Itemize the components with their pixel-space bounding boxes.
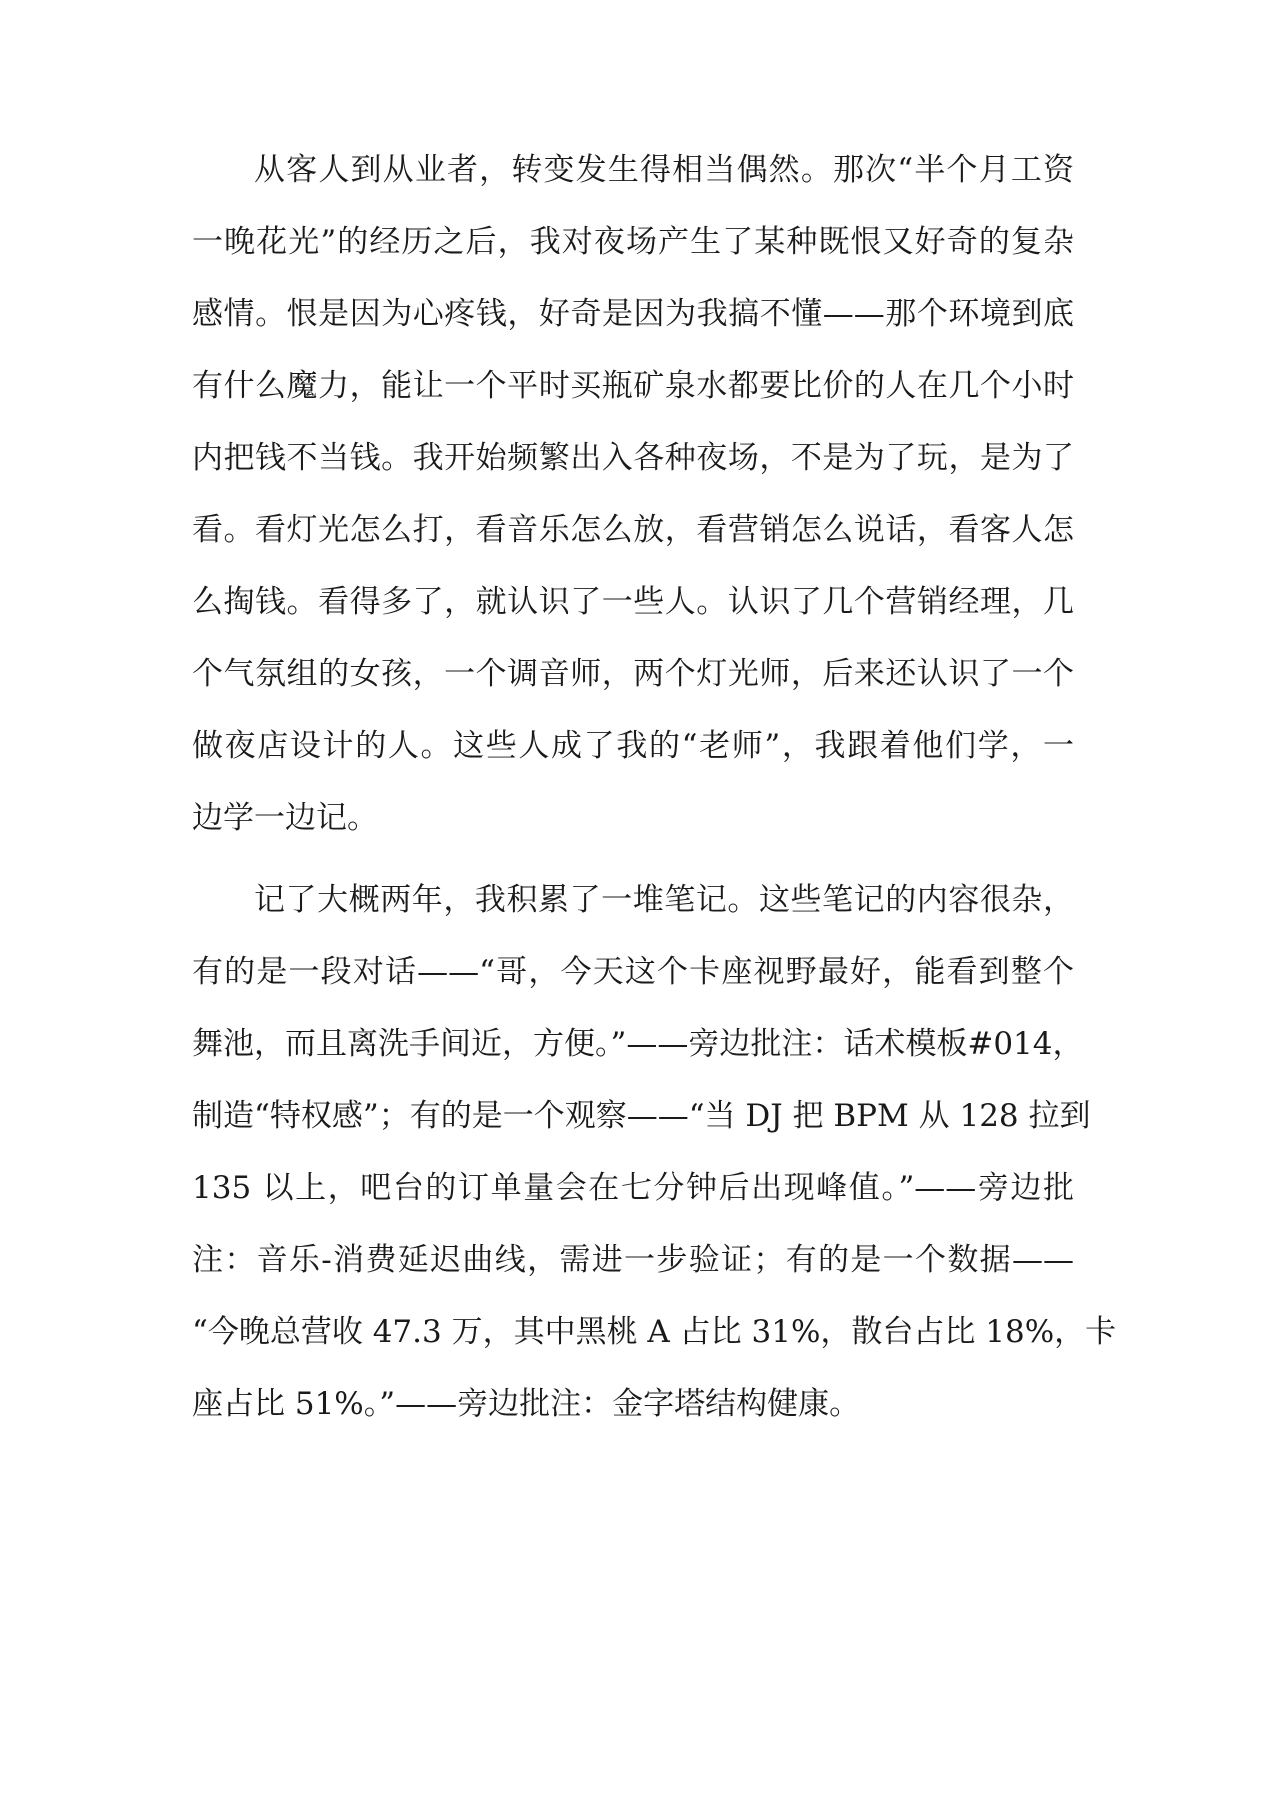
- paragraph-1-line-8: 个气氛组的女孩，一个调音师，两个灯光师，后来还认识了一个: [192, 656, 1074, 692]
- paragraph-2-line-1: 记了大概两年，我积累了一堆笔记。这些笔记的内容很杂，: [254, 882, 1074, 918]
- paragraph-1-line-7: 么掏钱。看得多了，就认识了一些人。认识了几个营销经理，几: [192, 584, 1074, 620]
- paragraph-2-line-2: 有的是一段对话——“哥，今天这个卡座视野最好，能看到整个: [192, 954, 1074, 990]
- paragraph-1-line-1: 从客人到从业者，转变发生得相当偶然。那次“半个月工资: [254, 152, 1074, 188]
- paragraph-1-line-5: 内把钱不当钱。我开始频繁出入各种夜场，不是为了玩，是为了: [192, 440, 1074, 476]
- paragraph-1-line-6: 看。看灯光怎么打，看音乐怎么放，看营销怎么说话，看客人怎: [192, 512, 1074, 548]
- paragraph-2-line-5: 135 以上，吧台的订单量会在七分钟后出现峰值。”——旁边批: [192, 1170, 1074, 1206]
- paragraph-1-line-10: 边学一边记。: [192, 800, 378, 836]
- paragraph-2-line-3: 舞池，而且离洗手间近，方便。”——旁边批注：话术模板#014，: [192, 1026, 1084, 1062]
- paragraph-1-line-2: 一晚花光”的经历之后，我对夜场产生了某种既恨又好奇的复杂: [192, 224, 1074, 260]
- paragraph-2-line-7: “今晚总营收 47.3 万，其中黑桃 A 占比 31%，散台占比 18%，卡: [192, 1314, 1117, 1350]
- paragraph-1-line-4: 有什么魔力，能让一个平时买瓶矿泉水都要比价的人在几个小时: [192, 368, 1074, 404]
- paragraph-2-line-6: 注：音乐-消费延迟曲线，需进一步验证；有的是一个数据——: [192, 1242, 1074, 1278]
- paragraph-2-line-8: 座占比 51%。”——旁边批注：金字塔结构健康。: [192, 1386, 861, 1422]
- paragraph-2-line-4: 制造“特权感”；有的是一个观察——“当 DJ 把 BPM 从 128 拉到: [192, 1098, 1091, 1134]
- paragraph-1-line-3: 感情。恨是因为心疼钱，好奇是因为我搞不懂——那个环境到底: [192, 296, 1074, 332]
- paragraph-1-line-9: 做夜店设计的人。这些人成了我的“老师”，我跟着他们学，一: [192, 728, 1074, 764]
